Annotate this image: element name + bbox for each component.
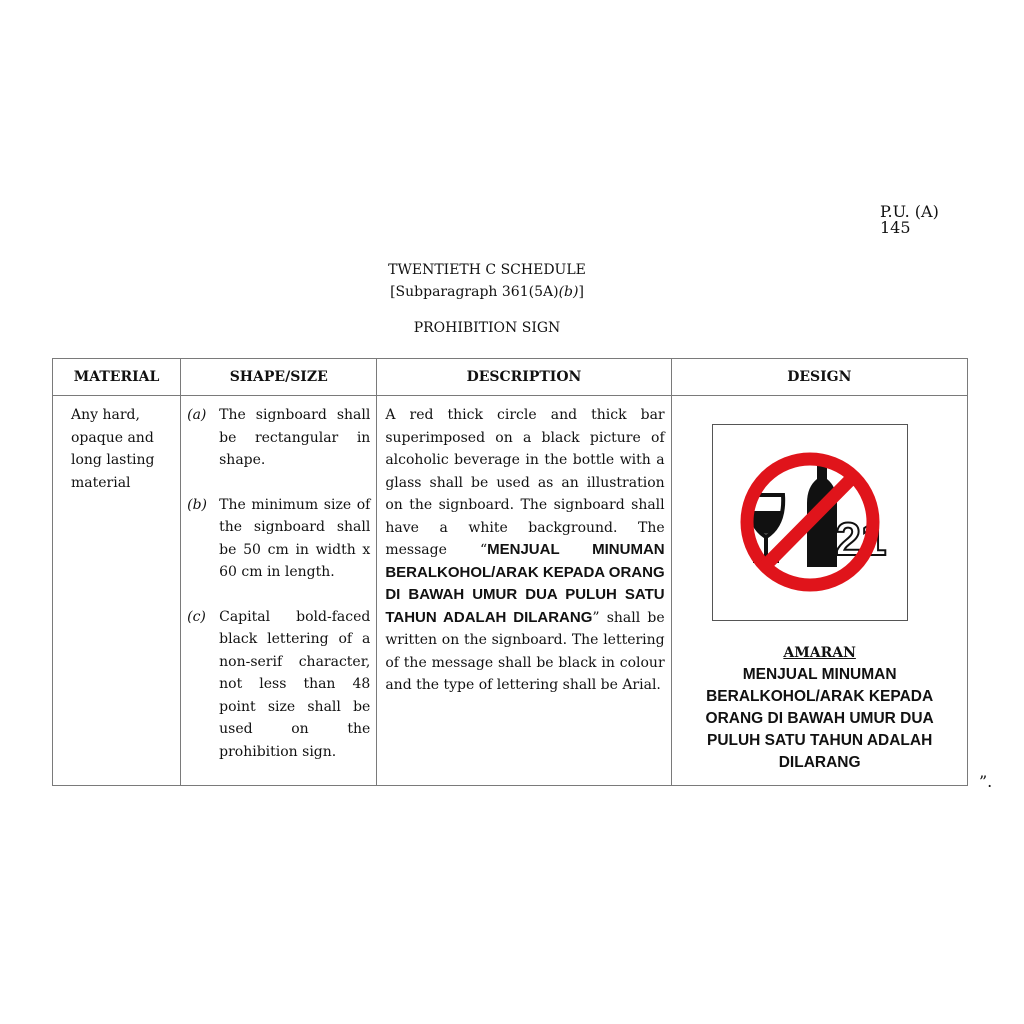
page-reference: P.U. (A) 145 (880, 202, 939, 237)
shape-size-cell (181, 396, 377, 786)
shape-item-c (187, 606, 370, 764)
description-cell (377, 396, 671, 786)
shape-item-a (187, 404, 370, 472)
schedule-table (52, 358, 968, 786)
subparagraph-reference: [Subparagraph 361(5A)(b)] (390, 284, 584, 300)
warning-message (672, 642, 968, 774)
warning-line: DILARANG (778, 754, 861, 771)
description-text: A red thick circle and thick bar superimposed on a black picture of alcoholic beverage in the bottle with a glass shall be used as an illustration on the signboard. The signboard shall have a white background. The message “MENJUAL MINUMAN BERALKOHOL/ARAK KEPADA ORANG DI BAWAH UMUR DUA PULUH SATU TAHUN ADALAH DILARANG” shall be written on the signboard. The lettering of the message shall be black in colour and the type of lettering shall be Arial. (385, 407, 665, 693)
item-label: (b) (187, 496, 208, 513)
item-text: Capital bold-faced black lettering of a non-serif character, not less than 48 point size shall be used on the prohibition sign. (219, 608, 371, 760)
header-material: MATERIAL (53, 359, 181, 396)
no-alcohol-icon (713, 425, 907, 620)
document-title: PROHIBITION SIGN (413, 320, 561, 336)
table-row (53, 396, 968, 786)
age-number: 21 (835, 513, 887, 565)
warning-line: PULUH SATU TAHUN ADALAH (706, 732, 933, 749)
warning-line: BERALKOHOL/ARAK KEPADA (706, 688, 934, 705)
schedule-heading: TWENTIETH C SCHEDULE (388, 262, 586, 278)
design-cell (671, 396, 967, 786)
warning-line: ORANG DI BAWAH UMUR DUA (705, 710, 934, 727)
item-text: The signboard shall be rectangular in shape. (219, 407, 371, 468)
description-message: MENJUAL MINUMAN BERALKOHOL/ARAK KEPADA ORANG DI BAWAH UMUR DUA PULUH SATU TAHUN ADALAH DILARANG (385, 541, 665, 626)
header-row (53, 359, 968, 396)
header-shape-size: SHAPE/SIZE (181, 359, 377, 396)
item-label: (a) (187, 407, 207, 423)
header-description: DESCRIPTION (377, 359, 671, 396)
warning-title: AMARAN (783, 645, 856, 661)
prohibition-sign (712, 424, 908, 621)
shape-item-b (187, 494, 370, 584)
warning-line: MENJUAL MINUMAN (742, 666, 897, 683)
item-text: The minimum size of the signboard shall be 50 cm in width x 60 cm in length. (219, 496, 371, 580)
material-cell: Any hard, opaque and long lasting material (53, 396, 181, 786)
header-design: DESIGN (671, 359, 967, 396)
closing-quote-mark: ”. (979, 772, 993, 791)
item-label: (c) (187, 608, 206, 625)
